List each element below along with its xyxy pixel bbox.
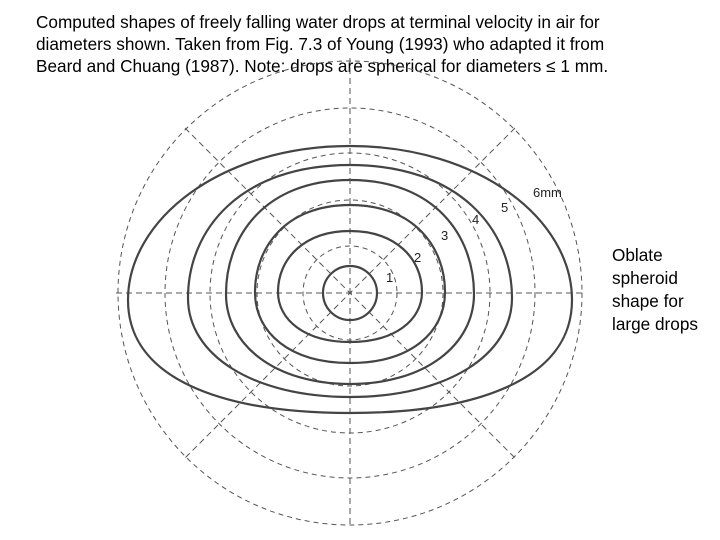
side-note-line-2: spheroid xyxy=(612,268,678,288)
label-1mm: 1 xyxy=(386,270,394,285)
label-2mm: 2 xyxy=(414,250,422,265)
caption-line-2: diameters shown. Taken from Fig. 7.3 of Young (1993) who adapted it from xyxy=(36,34,605,54)
caption-line-3: Beard and Chuang (1987). Note: drops are spherical for diameters ≤ 1 mm. xyxy=(36,56,609,76)
side-note-line-4: large drops xyxy=(612,314,698,334)
label-4mm: 4 xyxy=(472,212,480,227)
label-5mm: 5 xyxy=(501,200,509,215)
side-note-line-3: shape for xyxy=(612,291,684,311)
drop-outline-2mm xyxy=(278,231,422,342)
caption-line-1: Computed shapes of freely falling water drops at terminal velocity in air for xyxy=(36,12,600,32)
label-3mm: 3 xyxy=(441,228,449,243)
side-note-line-1: Oblate xyxy=(612,245,663,265)
reference-axes xyxy=(116,58,584,528)
side-note xyxy=(612,244,717,336)
label-6mm: 6mm xyxy=(533,185,562,200)
